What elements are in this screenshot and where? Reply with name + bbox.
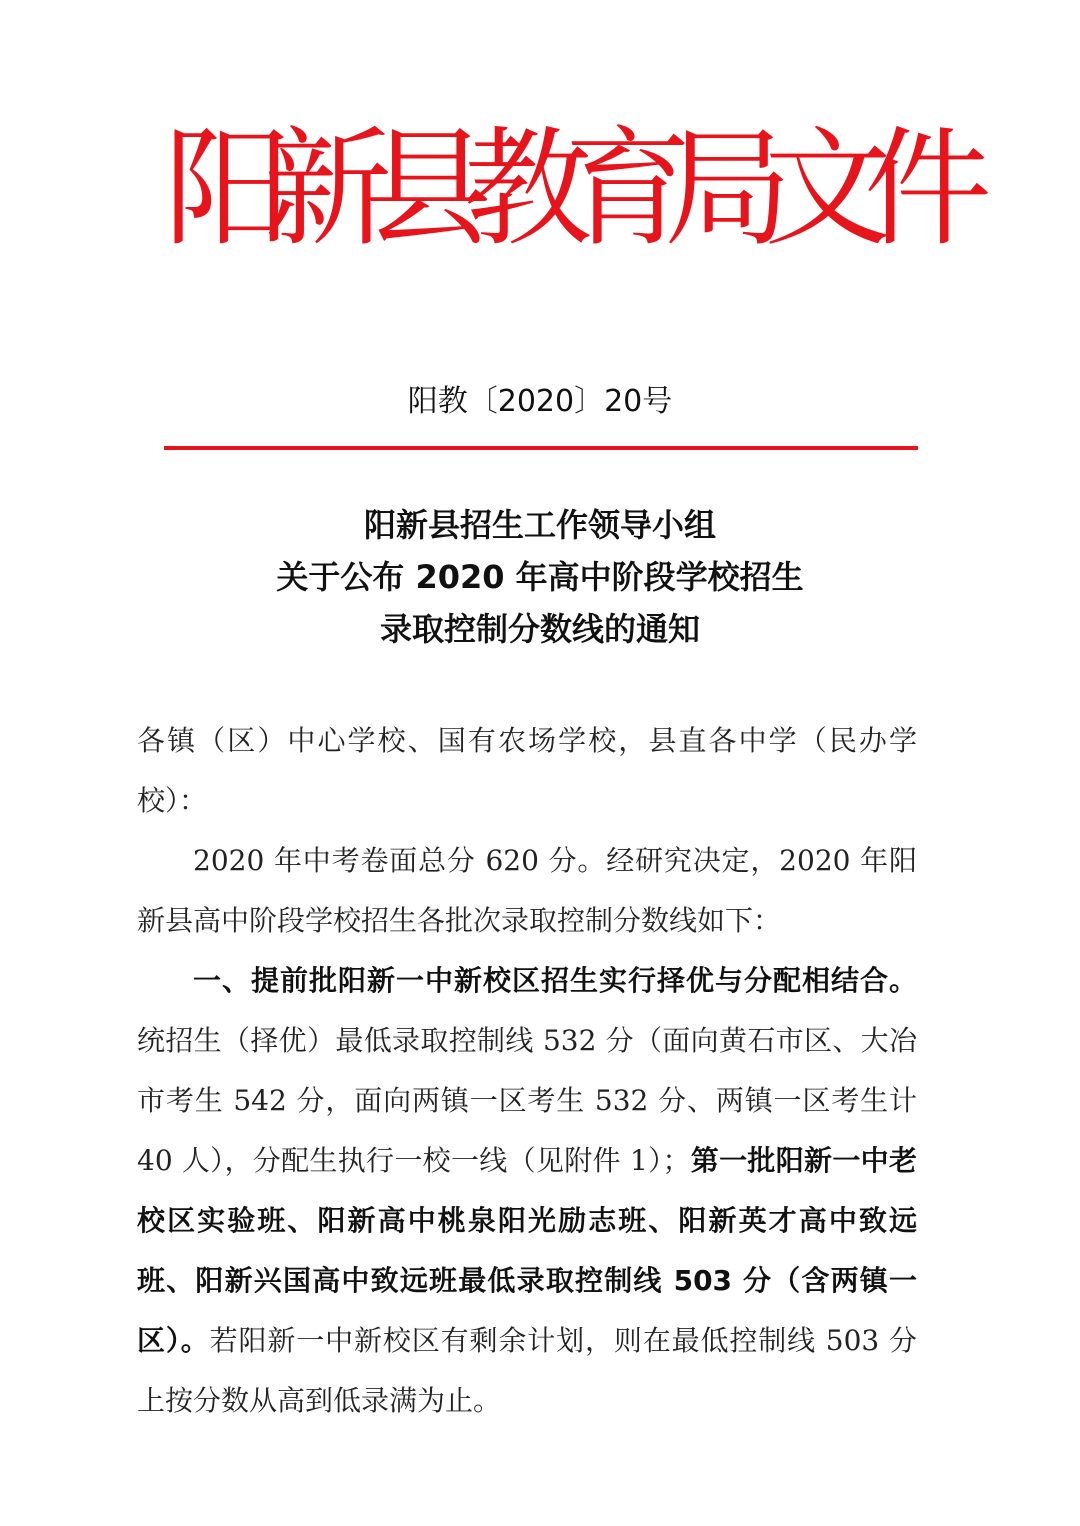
title-line-2: 关于公布 2020 年高中阶段学校招生 [276, 558, 804, 596]
section-1-heading: 一、提前批阳新一中新校区招生实行择优与分配相结合。 [193, 964, 917, 997]
document-number: 阳教〔2020〕20号 [407, 384, 673, 419]
paragraph-intro: 2020 年中考卷面总分 620 分。经研究决定，2020 年阳新县高中阶段学校招生各批次录取控制分数线如下： [137, 844, 917, 937]
masthead-char-6: 局 [664, 115, 793, 264]
title-line-3: 录取控制分数线的通知 [379, 610, 700, 648]
paragraph-section-1 [137, 951, 926, 1431]
masthead-char-1: 阳 [164, 115, 293, 264]
section-1-text-a: 统招生（择优）最低录取控制线 532 分（面向黄石市区、大冶市考生 542 分，面向两镇一区考生 532 分、两镇一区考生计 40 人），分配生执行一校一线（见附件 1）； [137, 1024, 926, 1177]
masthead-char-2: 新 [264, 115, 393, 264]
section-1-text-b: 若阳新一中新校区有剩余计划，则在最低控制线 503 分上按分数从高到低录满为止。 [137, 1324, 917, 1417]
section-1-text-bold: 第一批阳新一中老校区实验班、阳新高中桃泉阳光励志班、阳新英才高中致远班、阳新兴国高中致远班最低录取控制线 503 分（含两镇一区）。 [137, 1144, 917, 1357]
title-line-1: 阳新县招生工作领导小组 [363, 506, 716, 544]
masthead-char-4: 教 [464, 115, 593, 264]
addressee: 各镇（区）中心学校、国有农场学校，县直各中学（民办学校）： [137, 724, 917, 817]
masthead [0, 110, 1080, 270]
masthead-char-8: 件 [864, 115, 993, 264]
masthead-char-5: 育 [564, 115, 693, 264]
document-body [137, 711, 926, 1431]
document-title [0, 499, 1080, 655]
masthead-char-3: 县 [364, 115, 493, 264]
masthead-char-7: 文 [764, 115, 893, 264]
red-divider-rule [164, 446, 918, 450]
